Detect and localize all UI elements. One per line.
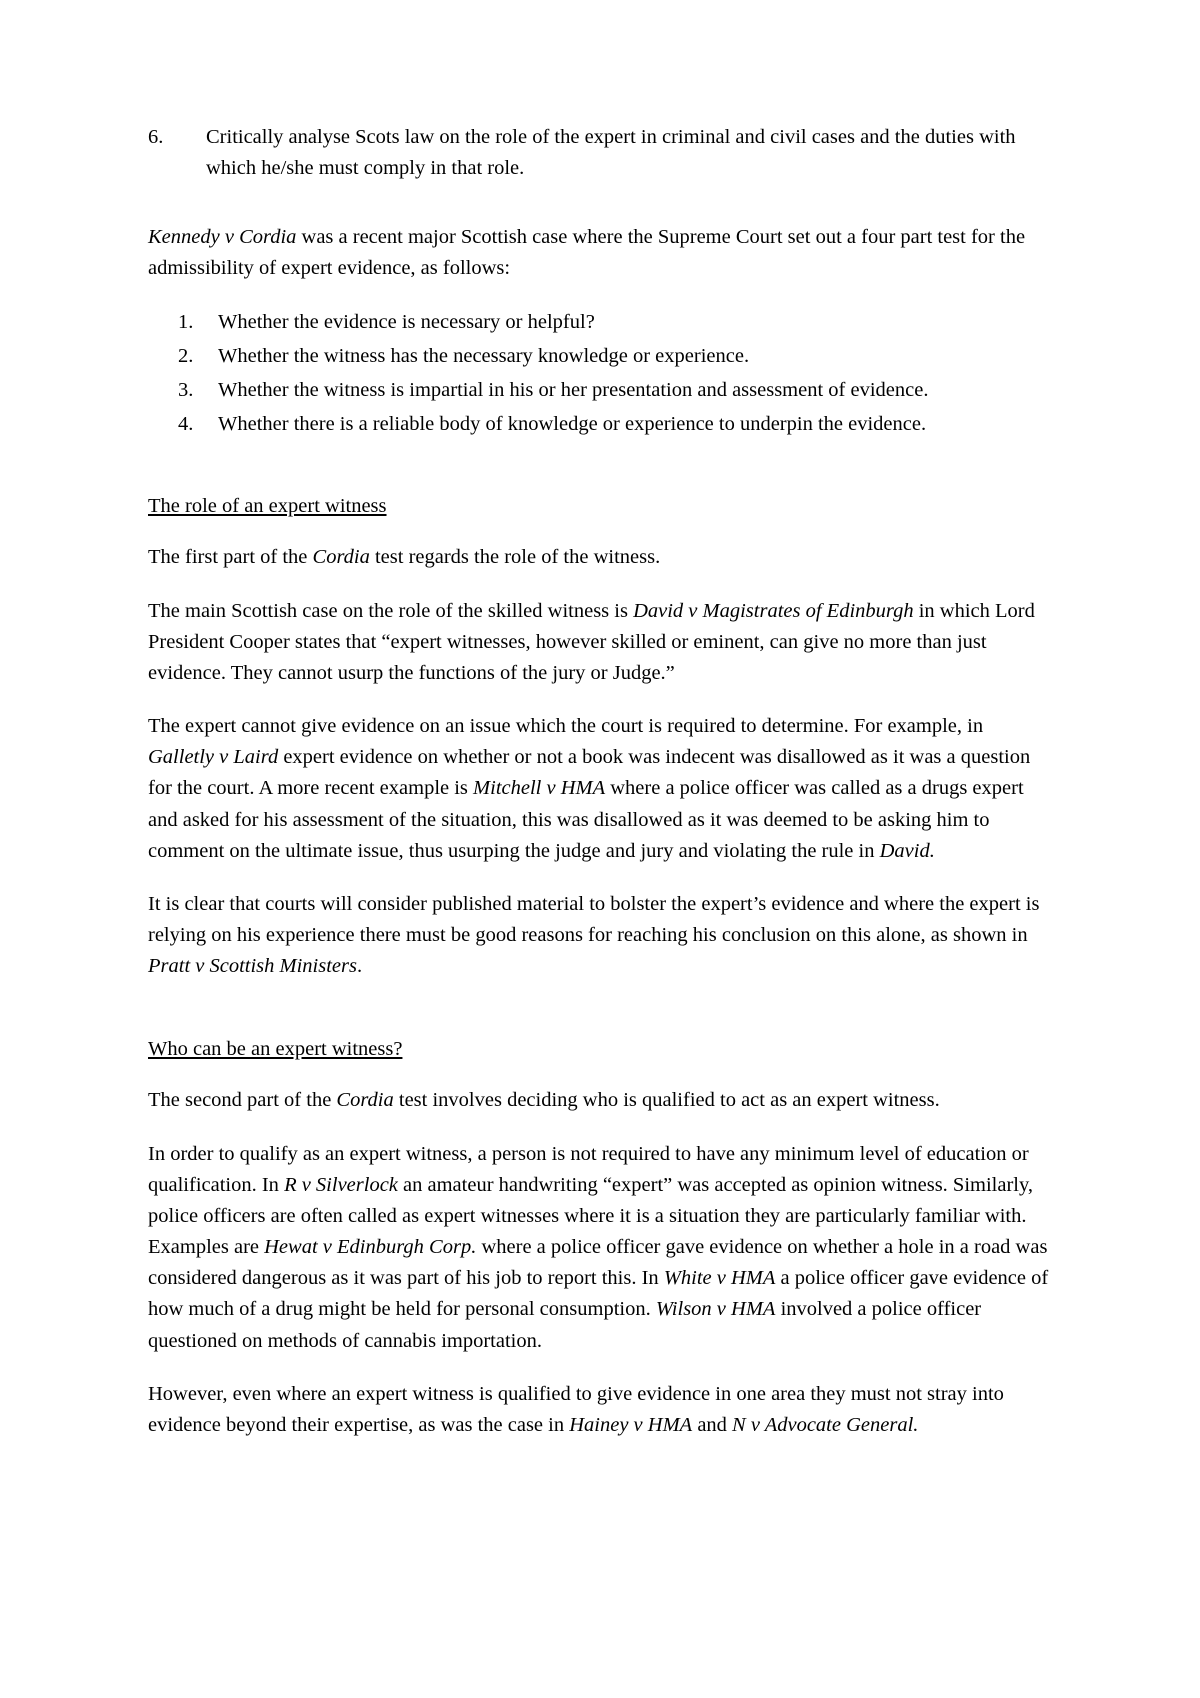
- case-name: Hewat v Edinburgh Corp.: [264, 1236, 477, 1259]
- intro-case-name: Kennedy v Cordia: [148, 226, 297, 249]
- list-item-number: 2.: [178, 344, 194, 367]
- paragraph-role-4: [148, 889, 1053, 982]
- intro-paragraph: [148, 222, 1053, 284]
- list-item-label: Whether the witness has the necessary knowledge or experience.: [218, 344, 750, 367]
- case-name: Pratt v Scottish Ministers: [148, 955, 357, 978]
- section-spacer: [148, 1004, 1053, 1034]
- paragraph-role-3: [148, 711, 1053, 867]
- case-name: Wilson v HMA: [655, 1298, 776, 1321]
- case-name: Hainey v HMA: [569, 1413, 693, 1436]
- text-run: where a police officer was called as a drugs expert and asked for his assessment of the situation, this was disallowed as it was deemed to be asking him to comment on the ultimate issue, thus usurping the judge and jury and violating the rule in: [148, 777, 1024, 862]
- text-run: It is clear that courts will consider published material to bolster the expert’s evidence and where the expert is relying on his experience there must be good reasons for reaching his conclusion on this alone, as shown in: [148, 892, 1040, 946]
- question-text: Critically analyse Scots law on the role of the expert in criminal and civil cases and the duties with which he/she must comply in that role.: [206, 126, 1016, 180]
- text-run: test regards the role of the witness.: [369, 546, 661, 569]
- list-item-number: 3.: [178, 378, 194, 401]
- text-run: expert evidence on whether or not a book was indecent was disallowed as it was a question for the court. A more recent example is: [148, 746, 1031, 800]
- list-item-label: Whether the witness is impartial in his or her presentation and assessment of evidence.: [218, 378, 929, 401]
- paragraph-who-3: [148, 1379, 1053, 1441]
- text-run: .: [356, 955, 363, 978]
- list-item: [148, 409, 1053, 440]
- paragraph-role-1: [148, 542, 1053, 573]
- document-body: [148, 122, 1053, 1441]
- text-run: The first part of the: [148, 546, 313, 569]
- case-name: N v Advocate General.: [732, 1413, 919, 1436]
- text-run: in which Lord President Cooper states that “expert witnesses, however skilled or eminent, can give no more than just evidence. They cannot usurp the functions of the jury or Judge.”: [148, 599, 1035, 684]
- text-run: The second part of the: [148, 1089, 337, 1112]
- text-run: an amateur handwriting “expert” was accepted as opinion witness. Similarly, police officers are often called as expert witnesses where it is a situation they are particularly familiar with. Examples are: [148, 1173, 1034, 1259]
- list-item-label: Whether the evidence is necessary or helpful?: [218, 310, 595, 333]
- text-run: where a police officer gave evidence on whether a hole in a road was considered dangerous as it was part of his job to report this. In: [148, 1236, 1048, 1290]
- text-run: and: [692, 1413, 733, 1436]
- section-heading-role: The role of an expert witness: [148, 495, 387, 518]
- list-item-label: Whether there is a reliable body of knowledge or experience to underpin the evidence.: [218, 413, 927, 436]
- section-heading-who: Who can be an expert witness?: [148, 1038, 403, 1061]
- paragraph-who-2: [148, 1139, 1053, 1357]
- case-name: White v HMA: [663, 1267, 776, 1290]
- paragraph-role-2: [148, 596, 1053, 689]
- text-run: The main Scottish case on the role of the skilled witness is: [148, 599, 634, 622]
- case-name: David v Magistrates of Edinburgh: [633, 599, 914, 622]
- case-name: Galletly v Laird: [148, 746, 279, 769]
- question-number: 6.: [148, 126, 164, 148]
- case-name: Mitchell v HMA: [473, 777, 606, 800]
- case-name: Cordia: [336, 1089, 394, 1112]
- text-run: In order to qualify as an expert witness, a person is not required to have any minimum level of education or qualification. In: [148, 1142, 1029, 1196]
- list-item: [148, 307, 1053, 338]
- list-item-number: 4.: [178, 413, 194, 436]
- case-name: R v Silverlock: [284, 1173, 398, 1196]
- text-run: test involves deciding who is qualified to act as an expert witness.: [393, 1089, 940, 1112]
- list-item: [148, 375, 1053, 406]
- case-name: Cordia: [312, 546, 370, 569]
- list-item-number: 1.: [178, 310, 194, 333]
- four-part-test-list: [148, 307, 1053, 441]
- case-name: David.: [879, 839, 935, 862]
- paragraph-who-1: [148, 1085, 1053, 1116]
- text-run: However, even where an expert witness is qualified to give evidence in one area they must not stray into evidence beyond their expertise, as was the case in: [148, 1382, 1004, 1436]
- list-item: [148, 341, 1053, 372]
- question-block: [148, 122, 1053, 184]
- section-spacer: [148, 443, 1053, 491]
- text-run: involved a police officer questioned on methods of cannabis importation.: [148, 1298, 982, 1352]
- text-run: The expert cannot give evidence on an issue which the court is required to determine. For example, in: [148, 715, 984, 738]
- intro-paragraph-text: was a recent major Scottish case where the Supreme Court set out a four part test for the admissibility of expert evidence, as follows:: [148, 226, 1026, 280]
- text-run: a police officer gave evidence of how much of a drug might be held for personal consumption.: [148, 1267, 1049, 1321]
